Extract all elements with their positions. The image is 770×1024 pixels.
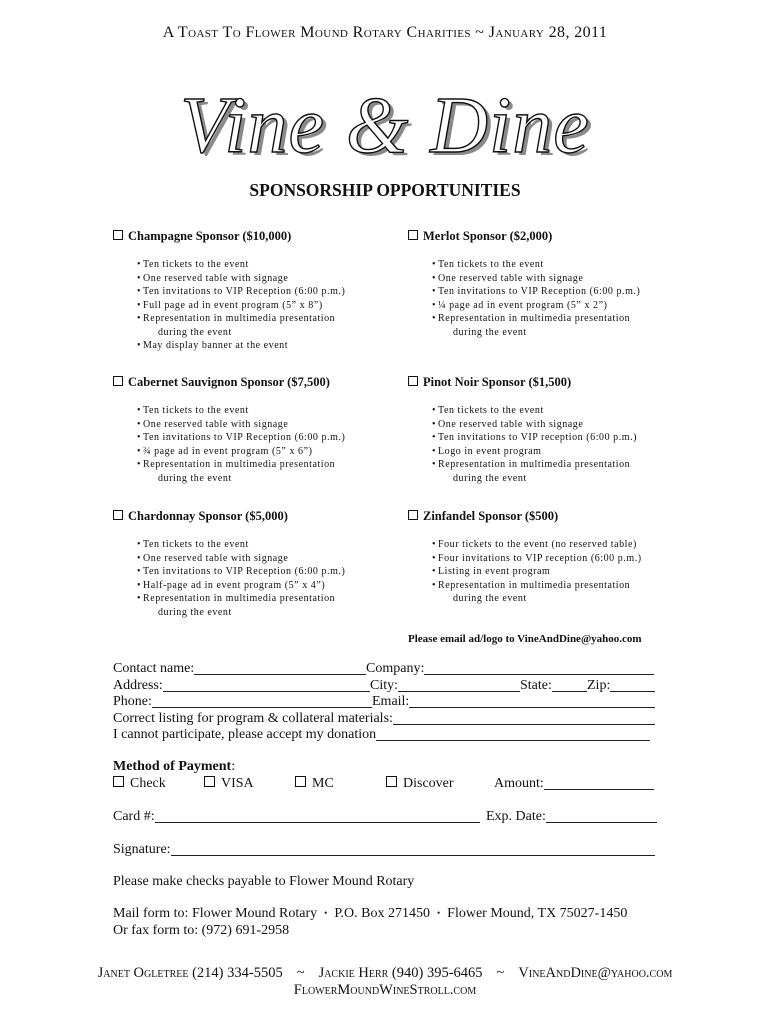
benefit-text: • Ten tickets to the event [432, 258, 698, 272]
champagne-checkbox[interactable] [113, 230, 123, 240]
phone-input[interactable] [152, 707, 372, 708]
sponsor-title: Zinfandel Sponsor ($500) [423, 509, 559, 523]
zip-input[interactable] [610, 691, 655, 692]
benefit-item [432, 404, 698, 418]
footer-contacts [0, 964, 770, 982]
payment-option-discover[interactable] [386, 775, 454, 792]
benefit-item [137, 458, 403, 485]
payment-option-label: VISA [221, 776, 254, 791]
benefit-item [137, 285, 403, 299]
payment-method-title [113, 758, 235, 775]
benefit-item [432, 445, 698, 459]
sponsor-zinfandel [408, 508, 698, 606]
benefit-text: • Ten tickets to the event [137, 258, 403, 272]
payment-option-label: MC [312, 776, 334, 791]
donation-row [0, 726, 770, 743]
exp-date-field [486, 808, 657, 825]
mail-label: Mail form to: [113, 906, 189, 921]
company-label: Company: [366, 661, 425, 676]
benefit-item [137, 312, 403, 339]
benefits-list [408, 538, 698, 606]
email-ad-note: Please email ad/logo to VineAndDine@yahoo.com [408, 633, 642, 645]
benefit-item [137, 445, 403, 459]
benefit-item [432, 299, 698, 313]
card-number-field [113, 808, 480, 825]
benefit-text: • Ten invitations to VIP Reception (6:00 p.m.) [137, 285, 403, 299]
signature-input[interactable] [171, 855, 655, 856]
benefit-text: • One reserved table with signage [137, 418, 403, 432]
address-row [0, 677, 770, 694]
checks-payable-note: Please make checks payable to Flower Mound Rotary [113, 874, 415, 889]
benefit-text-continued: during the event [158, 472, 232, 484]
benefit-text-continued: during the event [158, 606, 232, 618]
benefit-text: • One reserved table with signage [137, 552, 403, 566]
listing-row [0, 710, 770, 727]
benefit-text: • One reserved table with signage [432, 418, 698, 432]
benefit-item [432, 458, 698, 485]
donation-field [113, 726, 650, 743]
sponsor-heading [408, 508, 698, 524]
benefit-item [137, 538, 403, 552]
benefit-item [137, 592, 403, 619]
check-checkbox[interactable] [113, 776, 124, 787]
benefit-text: • Representation in multimedia presentation [432, 458, 698, 472]
benefit-text: • Representation in multimedia presentation [432, 579, 698, 593]
benefit-item [137, 299, 403, 313]
benefit-text: • Ten invitations to VIP Reception (6:00 p.m.) [432, 285, 698, 299]
benefit-item [432, 285, 698, 299]
benefit-item [432, 552, 698, 566]
sponsor-heading [113, 508, 403, 524]
amount-label: Amount: [494, 776, 544, 791]
phone-field [113, 693, 372, 710]
exp-date-label: Exp. Date: [486, 809, 546, 824]
email-input[interactable] [409, 707, 655, 708]
mail-po-box: P.O. Box 271450 [334, 906, 430, 921]
phone-label: Phone: [113, 694, 152, 709]
payment-option-visa[interactable] [204, 775, 254, 792]
bullet-separator: • [437, 908, 441, 918]
footer-website[interactable]: FlowerMoundWineStroll.com [293, 982, 477, 998]
benefit-item [137, 552, 403, 566]
benefit-item [137, 339, 403, 353]
benefit-text: • Ten tickets to the event [432, 404, 698, 418]
amount-input[interactable] [544, 789, 654, 790]
benefit-item [137, 258, 403, 272]
benefits-list [408, 404, 698, 485]
signature-field [113, 841, 655, 858]
card-row [0, 808, 770, 825]
benefit-item [432, 312, 698, 339]
benefit-text: • Ten tickets to the event [137, 404, 403, 418]
benefit-item [137, 579, 403, 593]
benefit-text: • Full page ad in event program (5” x 8”) [137, 299, 403, 313]
benefit-item [137, 565, 403, 579]
sponsor-title: Champagne Sponsor ($10,000) [128, 229, 292, 243]
benefit-text-continued: during the event [453, 472, 527, 484]
sponsor-chardonnay [113, 508, 403, 619]
zip-field [587, 677, 655, 694]
pinot-noir-checkbox[interactable] [408, 376, 418, 386]
payment-option-label: Check [130, 776, 166, 791]
amount-field [494, 775, 654, 792]
chardonnay-checkbox[interactable] [113, 510, 123, 520]
benefit-text: • Ten invitations to VIP Reception (6:00 p.m.) [137, 431, 403, 445]
city-field [370, 677, 520, 694]
contact-name-label: Contact name: [113, 661, 195, 676]
payment-method-heading [0, 758, 770, 775]
contact-name-input[interactable] [194, 674, 366, 675]
payment-options-row [0, 775, 770, 792]
state-input[interactable] [552, 691, 587, 692]
benefit-text: • Representation in multimedia presentation [137, 312, 403, 326]
mail-city: Flower Mound, TX 75027-1450 [447, 906, 628, 921]
sponsor-title: Pinot Noir Sponsor ($1,500) [423, 375, 572, 389]
state-label: State: [520, 678, 552, 693]
tilde-separator: ~ [496, 965, 505, 981]
benefit-text: • One reserved table with signage [432, 272, 698, 286]
benefit-item [432, 418, 698, 432]
benefit-item [137, 418, 403, 432]
phone-row [0, 693, 770, 710]
sponsor-title: Merlot Sponsor ($2,000) [423, 229, 553, 243]
discover-checkbox[interactable] [386, 776, 397, 787]
listing-field [113, 710, 655, 727]
benefit-item [137, 404, 403, 418]
mc-checkbox[interactable] [295, 776, 306, 787]
benefit-text: • One reserved table with signage [137, 272, 403, 286]
sponsor-title: Cabernet Sauvignon Sponsor ($7,500) [128, 375, 330, 389]
benefit-item [137, 431, 403, 445]
benefit-text: • ¾ page ad in event program (5” x 6”) [137, 445, 403, 459]
payment-option-label: Discover [403, 776, 454, 791]
zinfandel-checkbox[interactable] [408, 510, 418, 520]
payment-option-mc[interactable] [295, 775, 334, 792]
address-label: Address: [113, 678, 163, 693]
benefit-text: • Half-page ad in event program (5” x 4”) [137, 579, 403, 593]
company-field [366, 660, 654, 677]
address-field [113, 677, 370, 694]
bullet-separator: • [324, 908, 328, 918]
state-field [520, 677, 587, 694]
contact-janet: Janet Ogletree (214) 334-5505 [97, 965, 283, 981]
sponsor-cabernet-sauvignon [113, 374, 403, 485]
mail-address [113, 905, 627, 922]
contact-jackie: Jackie Herr (940) 395-6465 [318, 965, 483, 981]
cabernet-sauvignon-checkbox[interactable] [113, 376, 123, 386]
contact-row [0, 660, 770, 677]
mail-row [0, 905, 770, 922]
benefits-list [113, 538, 403, 619]
sponsor-heading [113, 228, 403, 244]
payment-method-colon: : [231, 759, 236, 774]
mail-recipient: Flower Mound Rotary [191, 906, 318, 921]
benefit-text: • Listing in event program [432, 565, 698, 579]
benefit-item [432, 272, 698, 286]
benefit-item [137, 272, 403, 286]
benefit-text-continued: during the event [453, 326, 527, 338]
listing-label: Correct listing for program & collateral materials: [113, 711, 393, 726]
payment-method-label: Method of Payment [113, 759, 232, 774]
card-number-label: Card #: [113, 809, 155, 824]
donation-input[interactable] [376, 740, 650, 741]
sponsor-title: Chardonnay Sponsor ($5,000) [128, 509, 288, 523]
benefit-text: • ¼ page ad in event program (5” x 2”) [432, 299, 698, 313]
sponsor-heading [113, 374, 403, 390]
benefits-list [113, 404, 403, 485]
benefit-text: • Representation in multimedia presentation [432, 312, 698, 326]
benefit-text: • Four tickets to the event (no reserved table) [432, 538, 698, 552]
signature-label: Signature: [113, 842, 171, 857]
benefit-text: • Ten tickets to the event [137, 538, 403, 552]
benefit-item [432, 538, 698, 552]
benefit-text-continued: during the event [158, 326, 232, 338]
benefit-item [432, 258, 698, 272]
sponsor-heading [408, 228, 698, 244]
sponsor-champagne [113, 228, 403, 353]
signature-row [0, 841, 770, 858]
event-header: A Toast To Flower Mound Rotary Charities ~ January 28, 2011 [162, 24, 608, 41]
fax-row [0, 922, 770, 939]
listing-input[interactable] [393, 724, 655, 725]
benefits-list [408, 258, 698, 339]
benefit-text: • May display banner at the event [137, 339, 403, 353]
city-label: City: [370, 678, 399, 693]
checks-note-row [0, 873, 770, 890]
benefits-list [113, 258, 403, 353]
benefit-text-continued: during the event [453, 593, 527, 604]
sponsor-heading [408, 374, 698, 390]
contact-email[interactable]: VineAndDine@yahoo.com [518, 965, 673, 981]
benefit-text: • Logo in event program [432, 445, 698, 459]
benefit-text: • Four invitations to VIP reception (6:00 p.m.) [432, 552, 698, 566]
email-field [372, 693, 655, 710]
donation-label: I cannot participate, please accept my donation [113, 727, 377, 742]
sponsor-pinot-noir [408, 374, 698, 485]
company-input[interactable] [424, 674, 654, 675]
benefit-item [432, 579, 698, 606]
benefit-text: • Ten invitations to VIP reception (6:00 p.m.) [432, 431, 698, 445]
benefit-text: • Ten invitations to VIP Reception (6:00 p.m.) [137, 565, 403, 579]
fax-note: Or fax form to: (972) 691-2958 [113, 923, 290, 938]
card-number-input[interactable] [155, 822, 480, 823]
email-label: Email: [372, 694, 410, 709]
city-input[interactable] [398, 691, 520, 692]
visa-checkbox[interactable] [204, 776, 215, 787]
exp-date-input[interactable] [546, 822, 657, 823]
benefit-item [432, 431, 698, 445]
contact-name-field [113, 660, 366, 677]
benefit-item [432, 565, 698, 579]
zip-label: Zip: [587, 678, 611, 693]
merlot-checkbox[interactable] [408, 230, 418, 240]
sponsor-merlot [408, 228, 698, 339]
address-input[interactable] [163, 691, 370, 692]
benefit-text: • Representation in multimedia presentation [137, 592, 403, 606]
page-title: SPONSORSHIP OPPORTUNITIES [249, 180, 521, 200]
vine-and-dine-logo: Vine & Dine [180, 82, 590, 170]
payment-option-check[interactable] [113, 775, 166, 792]
benefit-text: • Representation in multimedia presentation [137, 458, 403, 472]
tilde-separator: ~ [296, 965, 305, 981]
